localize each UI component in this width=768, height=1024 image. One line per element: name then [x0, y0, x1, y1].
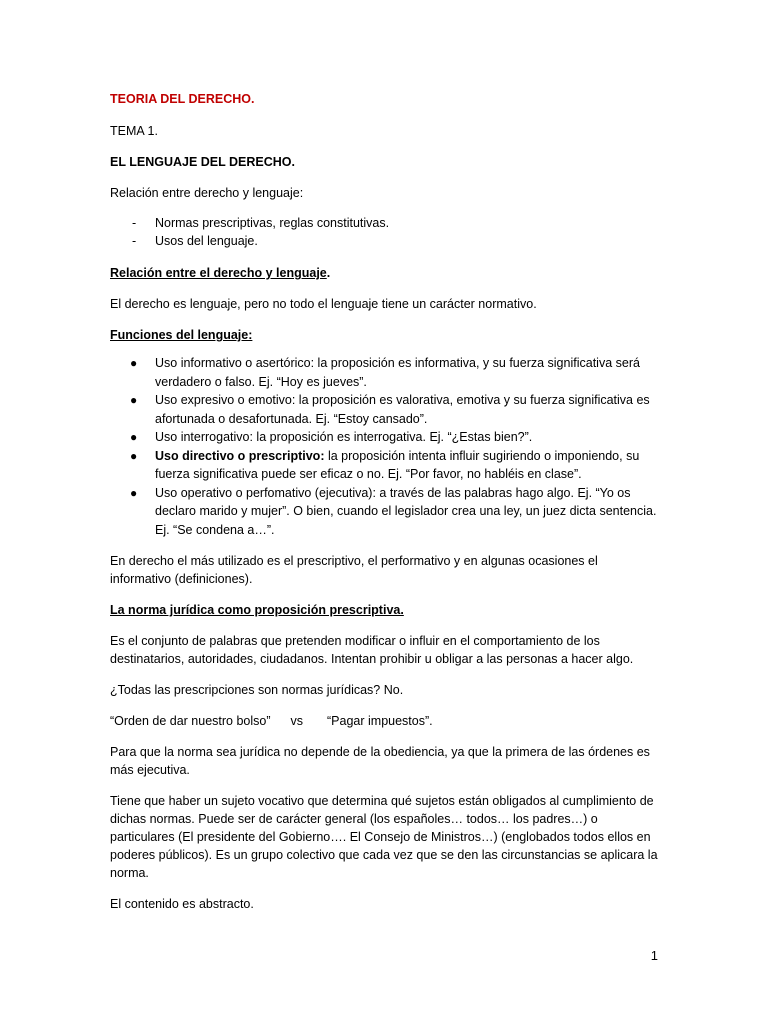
document-body — [110, 90, 660, 926]
document-title: TEORIA DEL DERECHO. — [110, 92, 255, 106]
bullet-icon: ● — [130, 356, 138, 370]
question-text: ¿Todas las prescripciones son normas jurídicas? No. — [110, 683, 404, 697]
page-number: 1 — [650, 948, 658, 963]
paragraph-norma: Es el conjunto de palabras que pretenden modificar o influir en el comportamiento de los destinatarios, autoridades, ciudadanos. Intentan prohibir u obligar a las personas a hacer algo. — [110, 634, 634, 666]
bullet-bold-lead: Uso directivo o prescriptivo: — [155, 448, 325, 463]
bullet-list — [110, 354, 660, 539]
section-heading-funciones: Funciones del lenguaje: — [110, 328, 253, 342]
bullet-list-item — [110, 447, 660, 484]
paragraph-contenido: El contenido es abstracto. — [110, 897, 254, 911]
bullet-text: Uso informativo o asertórico: la proposición es informativa, y su fuerza significativa será verdadero o falso. Ej. “Hoy es jueves”. — [155, 356, 640, 389]
vs-left-text: “Orden de dar nuestro bolso” — [110, 714, 271, 728]
vs-line — [110, 712, 660, 730]
bullet-text: Uso interrogativo: la proposición es interrogativa. Ej. “¿Estas bien?”. — [155, 430, 533, 444]
paragraph-obediencia: Para que la norma sea jurídica no depende de la obediencia, ya que la primera de las órdenes es más ejecutiva. — [110, 745, 650, 777]
tema-label: TEMA 1. — [110, 124, 158, 138]
dash-item-text: Normas prescriptivas, reglas constitutivas. — [155, 216, 390, 230]
bullet-list-item — [110, 484, 660, 540]
bullet-text: Uso operativo o perfomativo (ejecutiva): a través de las palabras hago algo. Ej. “Yo os declaro marido y mujer”. O bien, cuando el legislador crea una ley, un juez dicta sentencia. Ej. “Se condena a…”. — [155, 485, 657, 537]
dash-marker: - — [132, 234, 137, 248]
bullet-list-item — [110, 354, 660, 391]
bullet-list-item — [110, 391, 660, 428]
bullet-text: la proposición intenta influir sugiriendo o imponiendo, su fuerza significativa puede ser eficaz o no. Ej. “Por favor, no habléis en clase”. — [155, 448, 640, 481]
bullet-icon: ● — [130, 430, 138, 444]
dash-list-item — [110, 214, 660, 232]
bullet-text: Uso expresivo o emotivo: la proposición es valorativa, emotiva y su fuerza significativa es afortunada o desafortunada. Ej. “Estoy cansado”. — [155, 393, 650, 426]
vs-mid-text: vs — [290, 714, 304, 728]
vs-right-text: “Pagar impuestos”. — [327, 714, 433, 728]
section-heading-relacion-suffix: . — [326, 266, 331, 280]
bullet-icon: ● — [130, 393, 138, 407]
dash-list-item — [110, 232, 660, 250]
intro-text: Relación entre derecho y lenguaje: — [110, 186, 304, 200]
dash-marker: - — [132, 216, 137, 230]
bullet-icon: ● — [130, 485, 138, 500]
section-text-relacion: El derecho es lenguaje, pero no todo el lenguaje tiene un carácter normativo. — [110, 297, 537, 311]
paragraph-sujeto: Tiene que haber un sujeto vocativo que determina qué sujetos están obligados al cumplimiento de dichas normas. Puede ser de carácter general (los españoles… todos… los padres…) o particulares (El presidente del Gobierno…. El Consejo de Ministros…) (englobados todos ellos en poderes públicos). Es un grupo colectivo que cada vez que se den las circunstancias se aplicara la norma. — [110, 794, 658, 880]
dash-list — [110, 214, 660, 250]
bullet-icon: ● — [130, 448, 138, 463]
bullet-list-item — [110, 428, 660, 447]
section-heading-relacion — [110, 264, 660, 282]
chapter-heading: EL LENGUAJE DEL DERECHO. — [110, 155, 295, 169]
dash-item-text: Usos del lenguaje. — [155, 234, 258, 248]
paragraph-usage: En derecho el más utilizado es el prescriptivo, el performativo y en algunas ocasiones el informativo (definiciones). — [110, 554, 598, 586]
section-heading-relacion-text: Relación entre el derecho y lenguaje — [110, 266, 327, 280]
section-heading-norma: La norma jurídica como proposición prescriptiva. — [110, 603, 404, 617]
